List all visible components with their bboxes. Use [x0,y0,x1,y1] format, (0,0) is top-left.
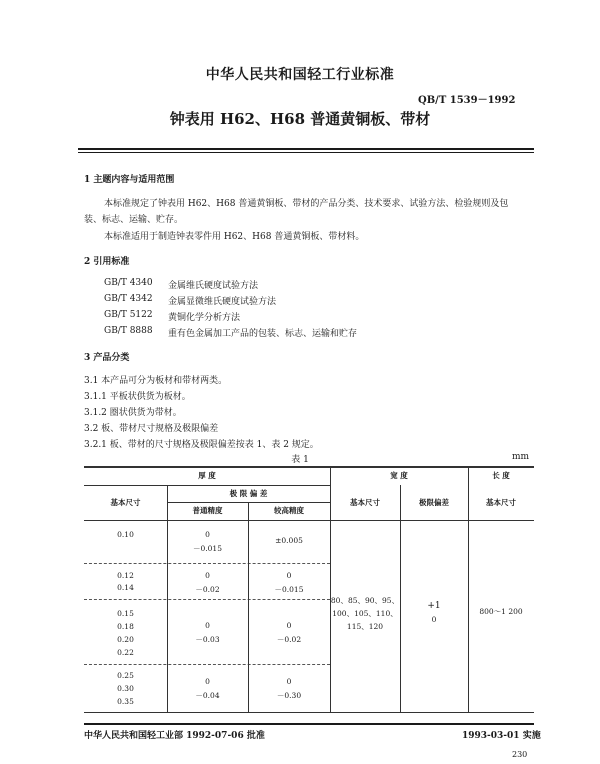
clause-3-1-2: 3.1.2 圈状供货为带材。 [84,408,182,418]
thickness-basic-size-header: 基本尺寸 [110,498,141,507]
high-deviation-lower: －0.30 [276,691,302,700]
high-deviation-lower: －0.015 [274,585,304,594]
footer-rule [84,723,534,725]
reference-name: 重有色金属加工产品的包装、标志、运输和贮存 [168,329,358,339]
width-basic-size-header: 基本尺寸 [350,498,380,507]
length-range-value: 800～1 200 [479,607,523,616]
section-1-heading: 1 主题内容与适用范围 [84,175,175,185]
normal-deviation-lower: －0.015 [193,544,222,553]
thickness-header: 厚 度 [198,471,216,480]
table-row-divider [84,563,330,564]
width-header: 宽 度 [390,471,408,480]
normal-precision-header: 普通精度 [192,506,223,515]
standard-code: QB/T 1539－1992 [418,95,516,106]
reference-name: 黄铜化学分析方法 [168,313,241,323]
high-precision-header: 较高精度 [274,506,304,515]
normal-deviation-upper: 0 [205,621,210,630]
thickness-size-cell: 0.12 0.14 [117,571,134,592]
width-deviation-lower: 0 [431,615,437,624]
normal-deviation-upper: 0 [205,571,210,580]
width-deviation-header: 极限偏差 [419,498,449,507]
table-caption: 表 1 [291,455,309,465]
section-1-paragraph-2: 本标准适用于制造钟表零件用 H62、H68 普通黄铜板、带材料。 [104,232,365,242]
reference-code: GB/T 4342 [104,294,153,304]
clause-3-2: 3.2 板、带材尺寸规格及极限偏差 [84,424,219,434]
table-top-border [84,466,534,468]
normal-deviation-lower: －0.04 [195,691,220,700]
table-row-divider [84,664,330,665]
high-deviation-symmetric: ±0.005 [275,536,303,545]
reference-code: GB/T 5122 [104,310,153,320]
high-deviation-upper: 0 [286,621,292,630]
normal-deviation-lower: －0.02 [195,585,220,594]
table-row-divider [84,599,330,600]
page-number: 230 [512,750,528,759]
normal-deviation-upper: 0 [205,530,210,539]
reference-name: 金属维氏硬度试验方法 [168,281,259,291]
width-basic-size-values: 80、85、90、95、 100、105、110、 115、120 [330,596,400,631]
table-bottom-border [84,712,534,713]
section-2-heading: 2 引用标准 [84,257,130,267]
length-header: 长 度 [492,471,510,480]
issuer-approval: 中华人民共和国轻工业部 1992-07-06 批准 [84,731,265,741]
width-deviation-upper: +1 [427,601,441,611]
high-deviation-lower: －0.02 [276,635,302,644]
table-column-divider [400,485,401,712]
thickness-size-cell: 0.10 [117,530,134,539]
normal-deviation-lower: －0.03 [195,635,220,644]
standard-org-title: 中华人民共和国轻工行业标准 [205,67,395,83]
reference-code: GB/T 8888 [104,326,153,336]
thickness-size-cell: 0.25 0.30 0.35 [117,671,134,706]
section-1-paragraph-1-line-2: 装、标志、运输、贮存。 [84,215,184,225]
table-unit: mm [512,452,530,462]
length-basic-size-header: 基本尺寸 [486,498,516,507]
section-1-paragraph-1-line-1: 本标准规定了钟表用 H62、H68 普通黄铜板、带材的产品分类、技术要求、试验方法、检验规则及包 [104,199,509,209]
table-header-rule [84,485,330,486]
clause-3-2-1: 3.2.1 板、带材的尺寸规格及极限偏差按表 1、表 2 规定。 [84,440,319,450]
reference-name: 金属显微维氏硬度试验方法 [168,297,277,307]
effective-date: 1993-03-01 实施 [462,731,541,741]
document-title: 钟表用 H62、H68 普通黄铜板、带材 [169,110,431,128]
clause-3-1: 3.1 本产品可分为板材和带材两类。 [84,376,228,386]
section-3-heading: 3 产品分类 [84,353,130,363]
thickness-size-cell: 0.15 0.18 0.20 0.22 [117,609,134,657]
high-deviation-upper: 0 [286,677,292,686]
clause-3-1-1: 3.1.1 平板状供货为板材。 [84,392,191,402]
table-header-bottom [84,520,534,521]
high-deviation-upper: 0 [286,571,292,580]
normal-deviation-upper: 0 [205,677,210,686]
reference-code: GB/T 4340 [104,278,153,288]
limit-deviation-header: 极 限 偏 差 [229,489,268,498]
